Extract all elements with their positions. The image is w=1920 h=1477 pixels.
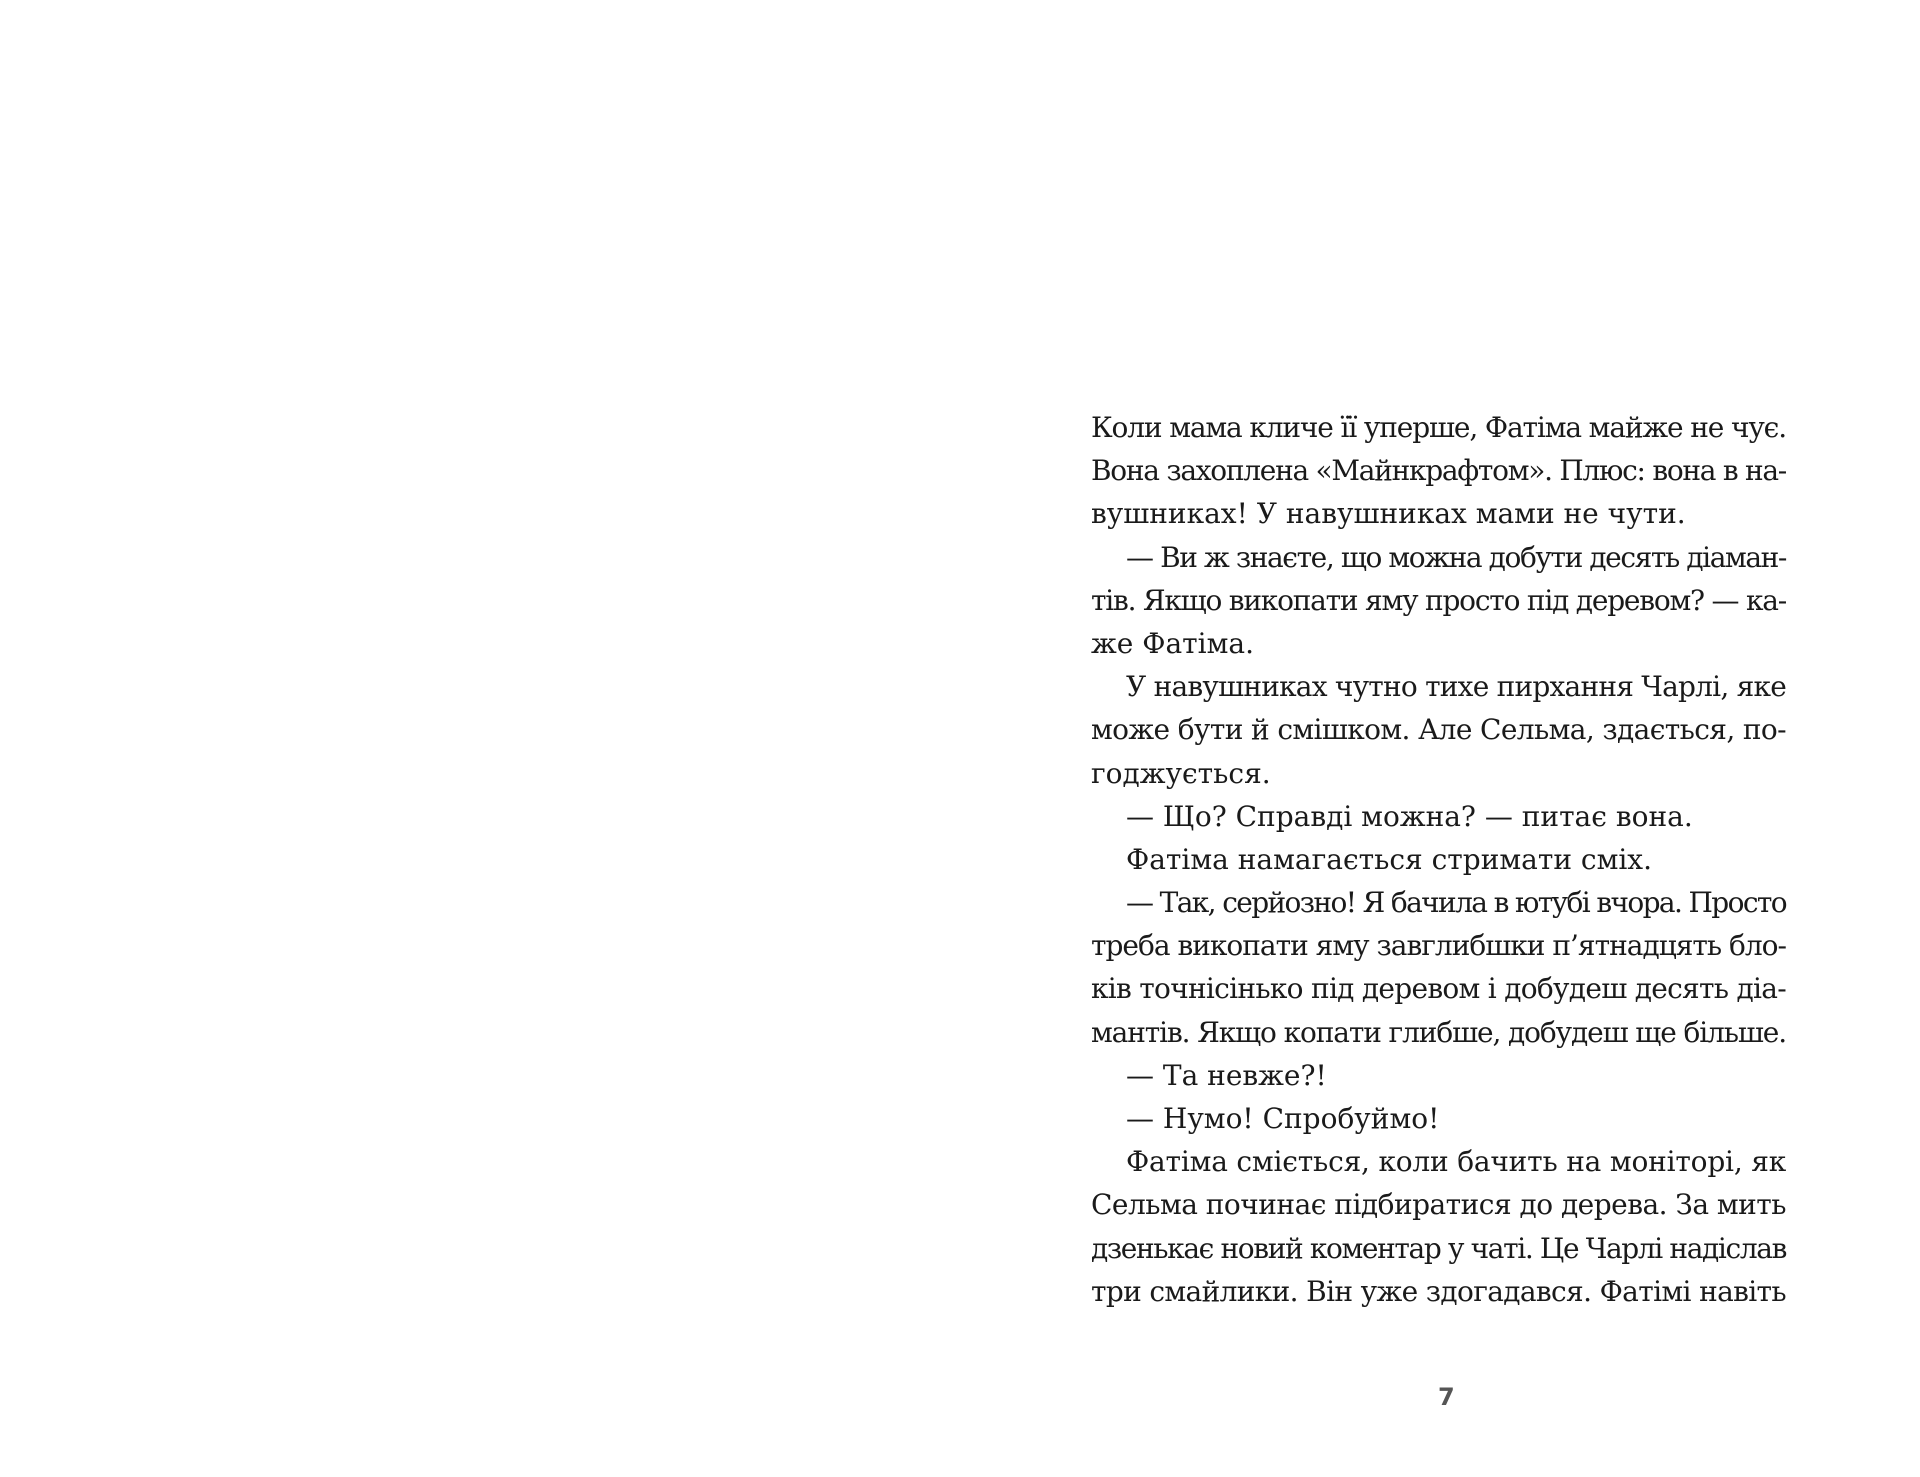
text-line: треба викопати яму завглибшки п’ятнадцять бло- [1091, 929, 1787, 963]
text-line: — Нумо! Спробуймо! [1126, 1102, 1440, 1135]
text-line: У навушниках чутно тихе пирхання Чарлі, яке [1126, 670, 1786, 704]
text-line: — Ви ж знаєте, що можна добути десять діаман- [1126, 540, 1786, 574]
text-line: — Так, серйозно! Я бачила в ютубі вчора. Просто [1126, 886, 1786, 920]
text-line: Фатіма сміється, коли бачить на моніторі, як [1126, 1145, 1787, 1179]
right-page [960, 0, 1920, 1477]
text-line: Фатіма намагається стримати сміх. [1126, 842, 1652, 876]
body-text [1091, 406, 1786, 1313]
text-line: же Фатіма. [1091, 626, 1254, 660]
text-line: ків точнісінько під деревом і добудеш десять діа- [1091, 972, 1786, 1006]
text-line: Коли мама кличе її уперше, Фатіма майже не чує. [1091, 411, 1786, 444]
text-line: тів. Якщо викопати яму просто під деревом? — ка- [1091, 583, 1787, 617]
text-line: Сельма починає підбиратися до дерева. За мить [1091, 1188, 1786, 1222]
page-number: 7 [1438, 1383, 1455, 1411]
text-line: мантів. Якщо копати глибше, добудеш ще більше. [1091, 1015, 1787, 1049]
text-line: може бути й смішком. Але Сельма, здається, по- [1091, 713, 1787, 747]
text-line: Вона захоплена «Майнкрафтом». Плюс: вона в на- [1091, 454, 1786, 488]
text-line: — Та невже?! [1126, 1058, 1327, 1092]
text-line: три смайлики. Він уже здогадався. Фатімі навіть [1091, 1274, 1786, 1308]
text-line: вушниках! У навушниках мами не чути. [1091, 497, 1686, 531]
text-line: годжується. [1091, 756, 1271, 790]
text-line: — Що? Справді можна? — питає вона. [1126, 799, 1693, 833]
text-line: дзенькає новий коментар у чаті. Це Чарлі надіслав [1091, 1231, 1787, 1265]
